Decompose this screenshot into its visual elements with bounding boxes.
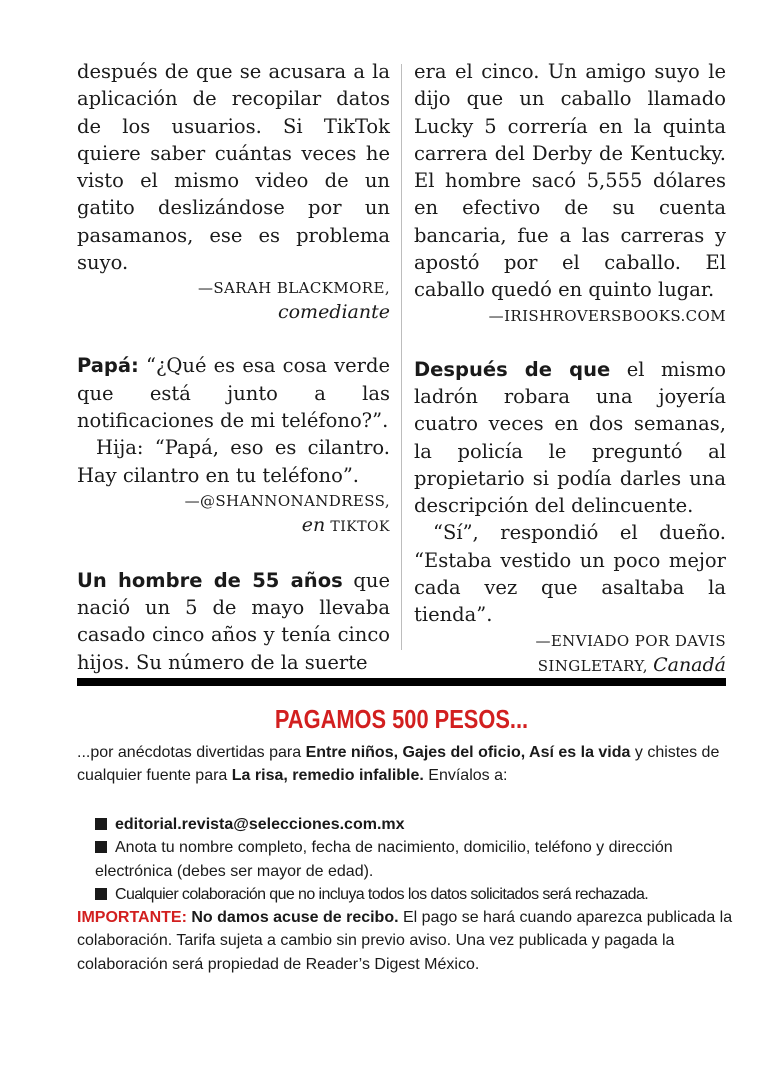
credit-name: —SARAH BLACKMORE, [197,279,390,298]
joke-lucky5-credit [414,304,726,328]
joke-text: el mismo ladrón robara una joyería cuatro veces en dos semanas, la policía le preguntó al propietario si podía darles una descripción del delincuente. [414,357,726,518]
joke-lucky5-start [77,567,390,676]
section-rule [77,678,726,686]
bullet-text: Anota tu nombre completo, fecha de nacimiento, domicilio, teléfono y dirección electrónica (debes ser mayor de edad). [95,839,673,880]
important-label: IMPORTANTE: [77,909,187,926]
credit-name: —@SHANNONANDRESS, [184,491,390,510]
bullet-email [95,813,735,836]
square-bullet-icon [95,888,107,900]
joke-lucky5-cont: era el cinco. Un amigo suyo le dijo que un caballo llamado Lucky 5 correría en la quinta carrera del Derby de Kentucky. El hombre sacó 5,555 dólares en efectivo de su cuenta bancaria, fue a las carreras y apostó por el caballo. El caballo quedó en quinto lugar. [414,60,726,302]
joke-cilantro-credit [77,489,390,539]
joke-lead: Después de que [414,357,611,381]
square-bullet-icon [95,818,107,830]
credit-name: —ENVIADO POR DAVIS [535,631,726,650]
joke-cilantro-answer: Hija: “Papá, eso es cilantro. Hay cilantro en tu teléfono”. [77,436,390,487]
joke-text: “¿Qué es esa cosa verde que está junto a las notificaciones de mi teléfono?”. [77,354,390,432]
credit-en: en [301,513,326,536]
credit-name: —IRISHROVERSBOOKS.COM [488,306,726,325]
joke-tiktok-credit [77,276,390,324]
joke-text: que nació un 5 de mayo llevaba casado cinco años y tenía cinco hijos. Su número de la suerte [77,568,390,674]
joke-thief-credit [414,629,726,678]
intro-text-2: y chistes de cualquier fuente para [77,744,720,785]
footer-bullets [95,813,735,907]
joke-lead: Un hombre de 55 años [77,568,343,592]
important-text: El pago se hará cuando aparezca publicada la colaboración. Tarifa sujeta a cambio sin previo aviso. Una vez publicada y pagada la colaboración será propiedad de Reader’s Digest México. [77,909,733,973]
footer-intro [77,741,737,788]
intro-section-risa: La risa, remedio infalible. [231,767,424,785]
left-column [77,58,390,676]
bullet-text: Cualquier colaboración que no incluya todos los datos solicitados será rechazada. [115,886,649,904]
bullet-data [95,836,735,883]
joke-tiktok-text: después de que se acusara a la aplicación de recopilar datos de los usuarios. Si TikTok quiere saber cuántas veces he visto el mismo video de un gatito deslizándose por un pasamanos, ese es problema suyo. [77,60,390,275]
column-divider [401,64,402,650]
square-bullet-icon [95,841,107,853]
intro-text-3: Envíalos a: [423,767,508,785]
footer-important [77,906,737,976]
credit-platform: TIKTOK [330,518,390,535]
joke-thief-text [414,356,726,520]
joke-thief-answer: “Sí”, respondió el dueño. “Estaba vestido un poco mejor cada vez que asaltaba la tienda”. [414,521,726,627]
bullet-rejection [95,883,735,906]
credit-name-2: SINGLETARY, [537,656,648,675]
footer-heading: PAGAMOS 500 PESOS... [274,704,529,734]
important-bold: No damos acuse de recibo. [186,909,399,926]
intro-text: ...por anécdotas divertidas para [77,744,306,761]
credit-role: comediante [277,301,390,324]
email-link[interactable]: editorial.revista@selecciones.com.mx [115,816,405,833]
right-column [414,58,726,678]
joke-lead: Papá: [77,354,139,378]
intro-sections: Entre niños, Gajes del oficio, Así es la vida [305,744,631,761]
joke-cilantro-question [77,352,390,434]
credit-country: Canadá [653,653,726,676]
